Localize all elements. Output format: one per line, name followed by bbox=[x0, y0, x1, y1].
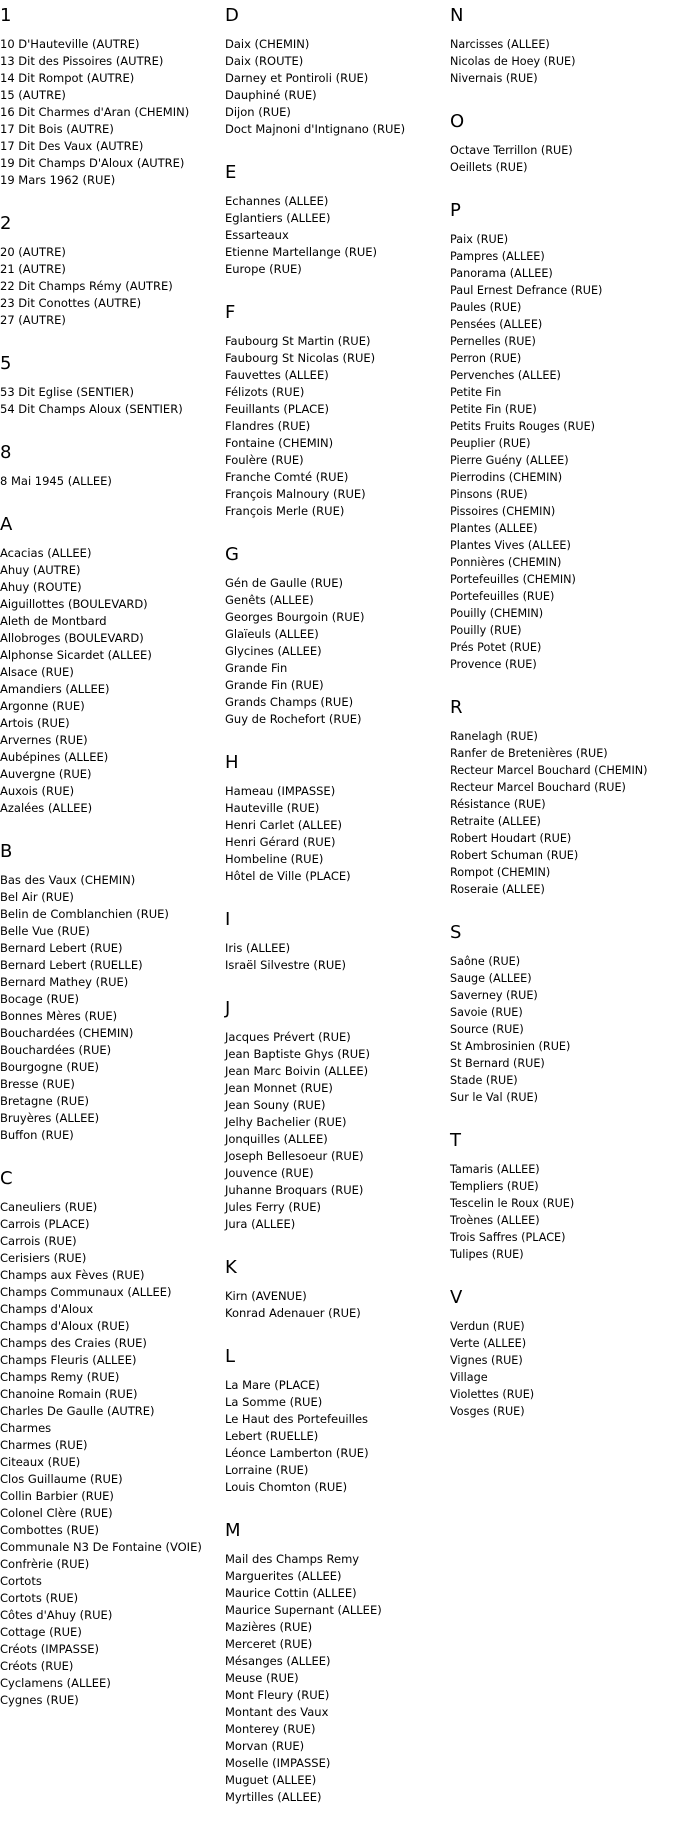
street-item[interactable]: Saône (RUE) bbox=[450, 955, 521, 968]
street-item[interactable]: Champs Communaux (ALLEE) bbox=[0, 1285, 172, 1299]
street-item[interactable]: Narcisses (ALLEE) bbox=[450, 38, 550, 51]
street-item[interactable]: Cortots bbox=[0, 1574, 42, 1588]
street-item[interactable]: Saverney (RUE) bbox=[450, 989, 538, 1002]
street-item[interactable]: Tescelin le Roux (RUE) bbox=[450, 1197, 575, 1210]
section-a bbox=[0, 515, 222, 817]
street-item[interactable]: Charles De Gaulle (AUTRE) bbox=[0, 1404, 155, 1418]
section-heading: 5 bbox=[0, 353, 12, 374]
street-item[interactable]: 19 Dit Champs D'Aloux (AUTRE) bbox=[0, 156, 185, 170]
section-heading: D bbox=[225, 5, 239, 26]
section-heading: A bbox=[0, 514, 13, 535]
street-item[interactable]: La Mare (PLACE) bbox=[225, 1378, 320, 1392]
street-item[interactable]: Essarteaux bbox=[225, 228, 289, 242]
street-item[interactable]: Maurice Supernant (ALLEE) bbox=[225, 1603, 382, 1617]
street-item[interactable]: Oeillets (RUE) bbox=[450, 161, 528, 174]
street-list bbox=[225, 940, 447, 974]
section-j bbox=[225, 999, 447, 1233]
street-item[interactable]: Flandres (RUE) bbox=[225, 419, 311, 433]
street-item[interactable]: Combottes (RUE) bbox=[0, 1523, 99, 1537]
section-heading: L bbox=[225, 1346, 236, 1367]
street-item[interactable]: Ahuy (AUTRE) bbox=[0, 563, 81, 577]
street-list bbox=[450, 1161, 675, 1263]
street-item[interactable]: Kirn (AVENUE) bbox=[225, 1289, 307, 1303]
street-item[interactable]: Muguet (ALLEE) bbox=[225, 1773, 317, 1787]
section-8 bbox=[0, 443, 222, 490]
section-o bbox=[450, 112, 675, 176]
street-list bbox=[0, 36, 222, 189]
street-item[interactable]: Mont Fleury (RUE) bbox=[225, 1688, 330, 1702]
section-heading: N bbox=[450, 5, 464, 26]
street-item[interactable]: Sauge (ALLEE) bbox=[450, 972, 532, 985]
street-item[interactable]: Caneuliers (RUE) bbox=[0, 1200, 98, 1214]
street-item[interactable]: 14 Dit Rompot (AUTRE) bbox=[0, 71, 135, 85]
street-item[interactable]: 54 Dit Champs Aloux (SENTIER) bbox=[0, 402, 183, 416]
street-item[interactable]: Champs d'Aloux (RUE) bbox=[0, 1319, 130, 1333]
street-list bbox=[0, 244, 222, 329]
street-item[interactable]: Auxois (RUE) bbox=[0, 784, 75, 798]
street-list bbox=[0, 1199, 222, 1709]
street-item[interactable]: Faubourg St Nicolas (RUE) bbox=[225, 351, 376, 365]
street-item[interactable]: Paules (RUE) bbox=[450, 301, 522, 314]
street-item[interactable]: Morvan (RUE) bbox=[225, 1739, 305, 1753]
street-item[interactable]: Allobroges (BOULEVARD) bbox=[0, 631, 144, 645]
street-item[interactable]: Arvernes (RUE) bbox=[0, 733, 88, 747]
street-item[interactable]: Myrtilles (ALLEE) bbox=[225, 1790, 322, 1804]
street-item[interactable]: Bresse (RUE) bbox=[0, 1077, 75, 1091]
street-item[interactable]: Robert Schuman (RUE) bbox=[450, 849, 579, 862]
street-list bbox=[0, 872, 222, 1144]
street-item[interactable]: Paix (RUE) bbox=[450, 233, 509, 246]
street-item[interactable]: Buffon (RUE) bbox=[0, 1128, 74, 1142]
street-item[interactable]: Templiers (RUE) bbox=[450, 1180, 539, 1193]
section-heading: R bbox=[450, 697, 463, 718]
street-item[interactable]: Faubourg St Martin (RUE) bbox=[225, 334, 371, 348]
section-heading: J bbox=[225, 998, 231, 1019]
street-item[interactable]: Perron (RUE) bbox=[450, 352, 522, 365]
street-item[interactable]: Jacques Prévert (RUE) bbox=[225, 1030, 351, 1044]
street-item[interactable]: Champs d'Aloux bbox=[0, 1302, 94, 1316]
section-heading: S bbox=[450, 922, 462, 943]
street-item[interactable]: Plantes (ALLEE) bbox=[450, 522, 538, 535]
street-item[interactable]: Aiguillottes (BOULEVARD) bbox=[0, 597, 148, 611]
street-item[interactable]: Clos Guillaume (RUE) bbox=[0, 1472, 123, 1486]
street-item[interactable]: Créots (RUE) bbox=[0, 1659, 74, 1673]
street-item[interactable]: Bourgogne (RUE) bbox=[0, 1060, 100, 1074]
section-k bbox=[225, 1258, 447, 1322]
street-item[interactable]: Bouchardées (RUE) bbox=[0, 1043, 112, 1057]
column-1 bbox=[0, 6, 222, 1734]
street-item[interactable]: Hameau (IMPASSE) bbox=[225, 784, 336, 798]
section-heading: V bbox=[450, 1287, 463, 1308]
street-item[interactable]: Grande Fin (RUE) bbox=[225, 678, 324, 692]
street-item[interactable]: Charmes (RUE) bbox=[0, 1438, 88, 1452]
street-item[interactable]: Ponnières (CHEMIN) bbox=[450, 556, 562, 569]
street-item[interactable]: Le Haut des Portefeuilles bbox=[225, 1412, 369, 1426]
section-2 bbox=[0, 214, 222, 329]
street-item[interactable]: Auvergne (RUE) bbox=[0, 767, 92, 781]
street-item[interactable]: Bernard Mathey (RUE) bbox=[0, 975, 129, 989]
street-item[interactable]: Pissoires (CHEMIN) bbox=[450, 505, 556, 518]
street-item[interactable]: Provence (RUE) bbox=[450, 658, 537, 671]
street-item[interactable]: La Somme (RUE) bbox=[225, 1395, 323, 1409]
street-item[interactable]: Citeaux (RUE) bbox=[0, 1455, 81, 1469]
street-item[interactable]: Recteur Marcel Bouchard (CHEMIN) bbox=[450, 764, 648, 777]
street-item[interactable]: Cottage (RUE) bbox=[0, 1625, 82, 1639]
street-item[interactable]: Portefeuilles (RUE) bbox=[450, 590, 555, 603]
street-list bbox=[225, 1288, 447, 1322]
street-item[interactable]: Sur le Val (RUE) bbox=[450, 1091, 538, 1104]
section-heading: M bbox=[225, 1520, 241, 1541]
street-item[interactable]: Jelhy Bachelier (RUE) bbox=[225, 1115, 347, 1129]
street-item[interactable]: Bel Air (RUE) bbox=[0, 890, 74, 904]
street-item[interactable]: 53 Dit Eglise (SENTIER) bbox=[0, 385, 134, 399]
street-item[interactable]: Bouchardées (CHEMIN) bbox=[0, 1026, 134, 1040]
street-item[interactable]: Pensées (ALLEE) bbox=[450, 318, 543, 331]
street-item[interactable]: François Merle (RUE) bbox=[225, 504, 345, 518]
street-item[interactable]: 21 (AUTRE) bbox=[0, 262, 66, 276]
section-heading: 8 bbox=[0, 442, 12, 463]
section-heading: C bbox=[0, 1168, 13, 1189]
street-item[interactable]: Savoie (RUE) bbox=[450, 1006, 523, 1019]
section-i bbox=[225, 910, 447, 974]
street-item[interactable]: St Ambrosinien (RUE) bbox=[450, 1040, 571, 1053]
street-item[interactable]: Source (RUE) bbox=[450, 1023, 524, 1036]
street-item[interactable]: Jouvence (RUE) bbox=[225, 1166, 314, 1180]
street-item[interactable]: Gén de Gaulle (RUE) bbox=[225, 576, 343, 590]
street-item[interactable]: Carrois (RUE) bbox=[0, 1234, 77, 1248]
street-item[interactable]: Jules Ferry (RUE) bbox=[225, 1200, 322, 1214]
street-item[interactable]: Jonquilles (ALLEE) bbox=[225, 1132, 328, 1146]
street-list bbox=[225, 36, 447, 138]
street-item[interactable]: Genêts (ALLEE) bbox=[225, 593, 314, 607]
street-item[interactable]: Petits Fruits Rouges (RUE) bbox=[450, 420, 596, 433]
street-item[interactable]: St Bernard (RUE) bbox=[450, 1057, 545, 1070]
street-list bbox=[450, 728, 675, 898]
street-item[interactable]: Maurice Cottin (ALLEE) bbox=[225, 1586, 357, 1600]
street-item[interactable]: Jura (ALLEE) bbox=[225, 1217, 296, 1231]
street-item[interactable]: Petite Fin (RUE) bbox=[450, 403, 537, 416]
section-heading: O bbox=[450, 111, 465, 132]
section-heading: 2 bbox=[0, 213, 12, 234]
section-v bbox=[450, 1288, 675, 1420]
street-item[interactable]: Panorama (ALLEE) bbox=[450, 267, 553, 280]
street-item[interactable]: Prés Potet (RUE) bbox=[450, 641, 542, 654]
street-item[interactable]: Ranfer de Bretenières (RUE) bbox=[450, 747, 608, 760]
street-item[interactable]: Mazières (RUE) bbox=[225, 1620, 313, 1634]
section-heading: B bbox=[0, 841, 13, 862]
street-item[interactable]: Lebert (RUELLE) bbox=[225, 1429, 319, 1443]
street-item[interactable]: 16 Dit Charmes d'Aran (CHEMIN) bbox=[0, 105, 190, 119]
street-item[interactable]: Mésanges (ALLEE) bbox=[225, 1654, 331, 1668]
street-list bbox=[225, 783, 447, 885]
street-item[interactable]: 8 Mai 1945 (ALLEE) bbox=[0, 474, 112, 488]
street-item[interactable]: Jean Souny (RUE) bbox=[225, 1098, 326, 1112]
section-s bbox=[450, 923, 675, 1106]
section-heading: P bbox=[450, 200, 461, 221]
section-5 bbox=[0, 354, 222, 418]
street-item[interactable]: Cerisiers (RUE) bbox=[0, 1251, 87, 1265]
street-list bbox=[225, 1551, 447, 1806]
street-item[interactable]: Village bbox=[450, 1371, 488, 1384]
street-item[interactable]: 23 Dit Conottes (AUTRE) bbox=[0, 296, 142, 310]
street-item[interactable]: Pierre Guény (ALLEE) bbox=[450, 454, 569, 467]
street-list bbox=[225, 193, 447, 278]
street-item[interactable]: Hôtel de Ville (PLACE) bbox=[225, 869, 351, 883]
street-item[interactable]: 13 Dit des Pissoires (AUTRE) bbox=[0, 54, 164, 68]
street-item[interactable]: 19 Mars 1962 (RUE) bbox=[0, 173, 116, 187]
street-item[interactable]: Plantes Vives (ALLEE) bbox=[450, 539, 571, 552]
street-item[interactable]: Paul Ernest Defrance (RUE) bbox=[450, 284, 603, 297]
street-item[interactable]: Belle Vue (RUE) bbox=[0, 924, 90, 938]
section-n bbox=[450, 6, 675, 87]
street-item[interactable]: Argonne (RUE) bbox=[0, 699, 85, 713]
street-item[interactable]: Dauphiné (RUE) bbox=[225, 88, 317, 102]
street-item[interactable]: Louis Chomton (RUE) bbox=[225, 1480, 348, 1494]
street-item[interactable]: Violettes (RUE) bbox=[450, 1388, 535, 1401]
street-item[interactable]: Artois (RUE) bbox=[0, 716, 70, 730]
street-item[interactable]: François Malnoury (RUE) bbox=[225, 487, 366, 501]
street-item[interactable]: Daix (CHEMIN) bbox=[225, 37, 310, 51]
street-item[interactable]: Hauteville (RUE) bbox=[225, 801, 320, 815]
street-item[interactable]: Octave Terrillon (RUE) bbox=[450, 144, 573, 157]
street-item[interactable]: Montant des Vaux bbox=[225, 1705, 329, 1719]
street-item[interactable]: Doct Majnoni d'Intignano (RUE) bbox=[225, 122, 406, 136]
street-item[interactable]: Créots (IMPASSE) bbox=[0, 1642, 99, 1656]
section-heading: T bbox=[450, 1130, 461, 1151]
street-item[interactable]: Félizots (RUE) bbox=[225, 385, 305, 399]
section-c bbox=[0, 1169, 222, 1709]
street-item[interactable]: Pouilly (RUE) bbox=[450, 624, 522, 637]
street-item[interactable]: Ahuy (ROUTE) bbox=[0, 580, 82, 594]
street-item[interactable]: Joseph Bellesoeur (RUE) bbox=[225, 1149, 364, 1163]
street-item[interactable]: 27 (AUTRE) bbox=[0, 313, 66, 327]
street-item[interactable]: 17 Dit Bois (AUTRE) bbox=[0, 122, 114, 136]
column-3 bbox=[450, 6, 675, 1445]
street-item[interactable]: Echannes (ALLEE) bbox=[225, 194, 329, 208]
street-item[interactable]: Peuplier (RUE) bbox=[450, 437, 531, 450]
street-item[interactable]: Cygnes (RUE) bbox=[0, 1693, 79, 1707]
street-item[interactable]: Vignes (RUE) bbox=[450, 1354, 523, 1367]
street-list bbox=[0, 473, 222, 490]
street-item[interactable]: Dijon (RUE) bbox=[225, 105, 291, 119]
street-item[interactable]: 22 Dit Champs Rémy (AUTRE) bbox=[0, 279, 173, 293]
street-item[interactable]: Henri Gérard (RUE) bbox=[225, 835, 336, 849]
street-item[interactable]: Bonnes Mères (RUE) bbox=[0, 1009, 118, 1023]
section-b bbox=[0, 842, 222, 1144]
street-item[interactable]: Verte (ALLEE) bbox=[450, 1337, 527, 1350]
street-item[interactable]: Bernard Lebert (RUELLE) bbox=[0, 958, 143, 972]
street-item[interactable]: Guy de Rochefort (RUE) bbox=[225, 712, 362, 726]
street-item[interactable]: Tulipes (RUE) bbox=[450, 1248, 524, 1261]
street-item[interactable]: Glycines (ALLEE) bbox=[225, 644, 322, 658]
section-e bbox=[225, 163, 447, 278]
street-item[interactable]: Aleth de Montbard bbox=[0, 614, 107, 628]
section-r bbox=[450, 698, 675, 898]
street-item[interactable]: Merceret (RUE) bbox=[225, 1637, 313, 1651]
street-list bbox=[0, 545, 222, 817]
street-item[interactable]: Hombeline (RUE) bbox=[225, 852, 324, 866]
street-list bbox=[0, 384, 222, 418]
street-item[interactable]: Eglantiers (ALLEE) bbox=[225, 211, 331, 225]
street-item[interactable]: Communale N3 De Fontaine (VOIE) bbox=[0, 1540, 202, 1554]
section-m bbox=[225, 1521, 447, 1806]
street-item[interactable]: Grande Fin bbox=[225, 661, 288, 675]
street-item[interactable]: Alsace (RUE) bbox=[0, 665, 74, 679]
street-item[interactable]: 10 D'Hauteville (AUTRE) bbox=[0, 37, 140, 51]
street-item[interactable]: Vosges (RUE) bbox=[450, 1405, 525, 1418]
street-item[interactable]: Robert Houdart (RUE) bbox=[450, 832, 572, 845]
street-item[interactable]: Pampres (ALLEE) bbox=[450, 250, 545, 263]
street-item[interactable]: Cyclamens (ALLEE) bbox=[0, 1676, 111, 1690]
street-item[interactable]: Daix (ROUTE) bbox=[225, 54, 304, 68]
street-item[interactable]: Charmes bbox=[0, 1421, 52, 1435]
street-item[interactable]: Georges Bourgoin (RUE) bbox=[225, 610, 365, 624]
street-item[interactable]: Champs Remy (RUE) bbox=[0, 1370, 120, 1384]
street-item[interactable]: Rompot (CHEMIN) bbox=[450, 866, 551, 879]
section-heading: F bbox=[225, 302, 236, 323]
street-item[interactable]: Ranelagh (RUE) bbox=[450, 730, 538, 743]
street-item[interactable]: Marguerites (ALLEE) bbox=[225, 1569, 342, 1583]
street-item[interactable]: Côtes d'Ahuy (RUE) bbox=[0, 1608, 113, 1622]
street-item[interactable]: Foulère (RUE) bbox=[225, 453, 304, 467]
section-l bbox=[225, 1347, 447, 1496]
street-item[interactable]: Jean Baptiste Ghys (RUE) bbox=[225, 1047, 370, 1061]
street-item[interactable]: Franche Comté (RUE) bbox=[225, 470, 349, 484]
street-item[interactable]: Colonel Clère (RUE) bbox=[0, 1506, 113, 1520]
street-item[interactable]: Pernelles (RUE) bbox=[450, 335, 536, 348]
street-item[interactable]: Lorraine (RUE) bbox=[225, 1463, 309, 1477]
street-item[interactable]: Pervenches (ALLEE) bbox=[450, 369, 561, 382]
street-list bbox=[225, 1377, 447, 1496]
street-item[interactable]: Konrad Adenauer (RUE) bbox=[225, 1306, 361, 1320]
street-list bbox=[450, 231, 675, 673]
street-list bbox=[225, 333, 447, 520]
street-item[interactable]: Azalées (ALLEE) bbox=[0, 801, 93, 815]
street-item[interactable]: Meuse (RUE) bbox=[225, 1671, 299, 1685]
section-heading: G bbox=[225, 544, 239, 565]
section-f bbox=[225, 303, 447, 520]
street-item[interactable]: Jean Marc Boivin (ALLEE) bbox=[225, 1064, 369, 1078]
street-item[interactable]: Bretagne (RUE) bbox=[0, 1094, 89, 1108]
street-item[interactable]: Petite Fin bbox=[450, 386, 502, 399]
street-item[interactable]: Acacias (ALLEE) bbox=[0, 546, 92, 560]
street-item[interactable]: 15 (AUTRE) bbox=[0, 88, 66, 102]
street-item[interactable]: Recteur Marcel Bouchard (RUE) bbox=[450, 781, 626, 794]
street-item[interactable]: Carrois (PLACE) bbox=[0, 1217, 90, 1231]
section-h bbox=[225, 753, 447, 885]
street-item[interactable]: Pierrodins (CHEMIN) bbox=[450, 471, 563, 484]
street-item[interactable]: Glaïeuls (ALLEE) bbox=[225, 627, 319, 641]
section-g bbox=[225, 545, 447, 728]
street-item[interactable]: Aubépines (ALLEE) bbox=[0, 750, 109, 764]
street-item[interactable]: Tamaris (ALLEE) bbox=[450, 1163, 540, 1176]
street-item[interactable]: Léonce Lamberton (RUE) bbox=[225, 1446, 369, 1460]
section-heading: H bbox=[225, 752, 239, 773]
street-item[interactable]: Résistance (RUE) bbox=[450, 798, 546, 811]
street-item[interactable]: Cortots (RUE) bbox=[0, 1591, 79, 1605]
street-item[interactable]: Troènes (ALLEE) bbox=[450, 1214, 540, 1227]
street-item[interactable]: Confrèrie (RUE) bbox=[0, 1557, 90, 1571]
section-heading: E bbox=[225, 162, 237, 183]
street-item[interactable]: Jean Monnet (RUE) bbox=[225, 1081, 333, 1095]
street-item[interactable]: Nivernais (RUE) bbox=[450, 72, 538, 85]
street-item[interactable]: Retraite (ALLEE) bbox=[450, 815, 541, 828]
street-item[interactable]: Monterey (RUE) bbox=[225, 1722, 316, 1736]
section-heading: I bbox=[225, 909, 231, 930]
street-item[interactable]: Roseraie (ALLEE) bbox=[450, 883, 545, 896]
street-item[interactable]: Stade (RUE) bbox=[450, 1074, 518, 1087]
street-list bbox=[450, 953, 675, 1106]
street-item[interactable]: Fontaine (CHEMIN) bbox=[225, 436, 334, 450]
street-list bbox=[450, 142, 675, 176]
street-list bbox=[225, 1029, 447, 1233]
section-p bbox=[450, 201, 675, 673]
street-item[interactable]: Alphonse Sicardet (ALLEE) bbox=[0, 648, 152, 662]
street-item[interactable]: Juhanne Broquars (RUE) bbox=[225, 1183, 364, 1197]
street-item[interactable]: Bernard Lebert (RUE) bbox=[0, 941, 123, 955]
column-2 bbox=[225, 6, 447, 1831]
street-item[interactable]: Moselle (IMPASSE) bbox=[225, 1756, 331, 1770]
street-item[interactable]: 17 Dit Des Vaux (AUTRE) bbox=[0, 139, 144, 153]
street-item[interactable]: Iris (ALLEE) bbox=[225, 941, 291, 955]
street-item[interactable]: Bocage (RUE) bbox=[0, 992, 79, 1006]
section-heading: K bbox=[225, 1257, 237, 1278]
street-item[interactable]: Belin de Comblanchien (RUE) bbox=[0, 907, 169, 921]
street-item[interactable]: Amandiers (ALLEE) bbox=[0, 682, 110, 696]
street-item[interactable]: Grands Champs (RUE) bbox=[225, 695, 354, 709]
street-item[interactable]: Etienne Martellange (RUE) bbox=[225, 245, 378, 259]
street-list bbox=[450, 36, 675, 87]
section-1 bbox=[0, 6, 222, 189]
street-item[interactable]: Pouilly (CHEMIN) bbox=[450, 607, 544, 620]
street-item[interactable]: Champs aux Fèves (RUE) bbox=[0, 1268, 145, 1282]
section-d bbox=[225, 6, 447, 138]
street-item[interactable]: Verdun (RUE) bbox=[450, 1320, 525, 1333]
street-item[interactable]: Champs Fleuris (ALLEE) bbox=[0, 1353, 137, 1367]
street-item[interactable]: Israël Silvestre (RUE) bbox=[225, 958, 347, 972]
street-item[interactable]: Darney et Pontiroli (RUE) bbox=[225, 71, 369, 85]
street-item[interactable]: Trois Saffres (PLACE) bbox=[450, 1231, 566, 1244]
street-item[interactable]: Champs des Craies (RUE) bbox=[0, 1336, 147, 1350]
street-item[interactable]: Mail des Champs Remy bbox=[225, 1552, 360, 1566]
street-item[interactable]: Europe (RUE) bbox=[225, 262, 302, 276]
street-item[interactable]: Chanoine Romain (RUE) bbox=[0, 1387, 138, 1401]
street-item[interactable]: Collin Barbier (RUE) bbox=[0, 1489, 114, 1503]
street-item[interactable]: Feuillants (PLACE) bbox=[225, 402, 329, 416]
street-item[interactable]: Nicolas de Hoey (RUE) bbox=[450, 55, 576, 68]
street-item[interactable]: Fauvettes (ALLEE) bbox=[225, 368, 329, 382]
street-list bbox=[225, 575, 447, 728]
street-item[interactable]: 20 (AUTRE) bbox=[0, 245, 66, 259]
street-item[interactable]: Henri Carlet (ALLEE) bbox=[225, 818, 343, 832]
section-heading: 1 bbox=[0, 5, 12, 26]
street-item[interactable]: Portefeuilles (CHEMIN) bbox=[450, 573, 576, 586]
section-t bbox=[450, 1131, 675, 1263]
street-item[interactable]: Pinsons (RUE) bbox=[450, 488, 528, 501]
street-item[interactable]: Bas des Vaux (CHEMIN) bbox=[0, 873, 136, 887]
street-list bbox=[450, 1318, 675, 1420]
street-item[interactable]: Bruyères (ALLEE) bbox=[0, 1111, 100, 1125]
